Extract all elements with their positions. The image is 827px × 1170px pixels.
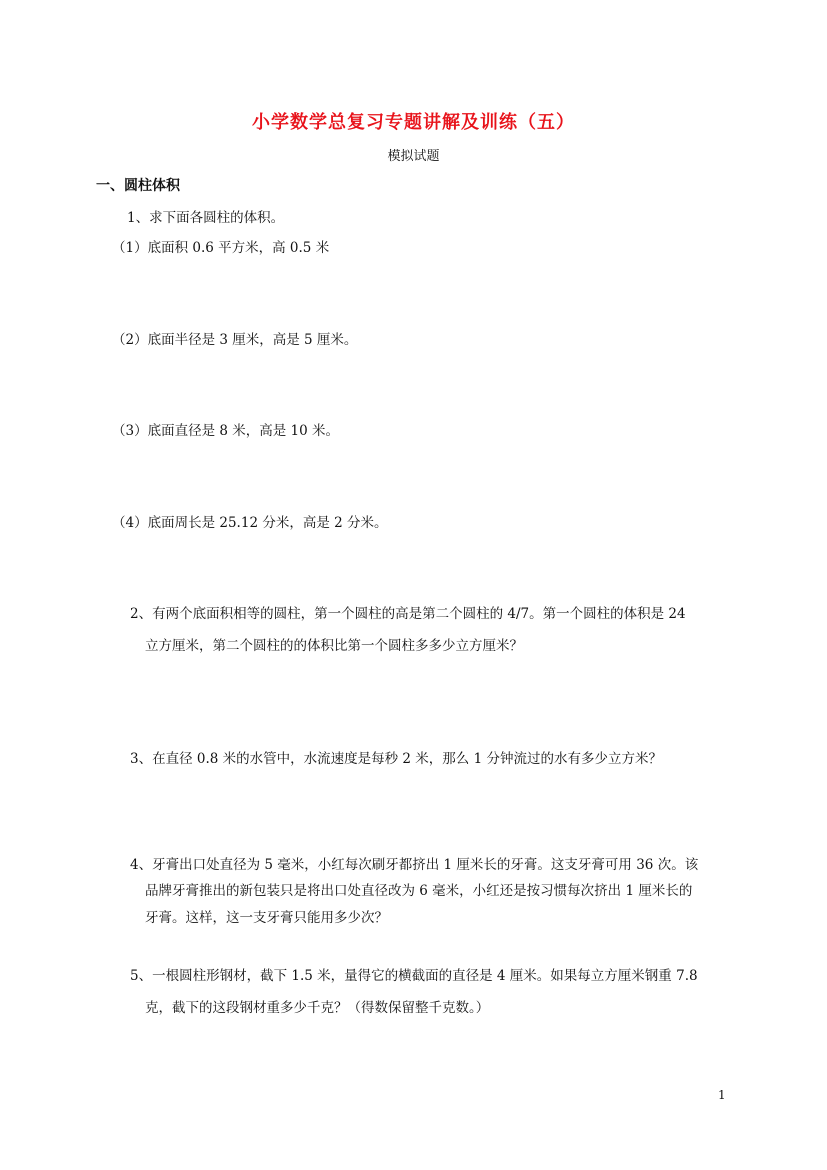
section-heading: 一、圆柱体积	[96, 178, 180, 194]
page-number: 1	[718, 1088, 726, 1102]
question-4-line-3: 牙膏。这样，这一支牙膏只能用多少次？	[145, 910, 388, 926]
document-subtitle: 模拟试题	[387, 149, 440, 164]
question-5-line-2: 克，截下的这段钢材重多少千克？（得数保留整千克数。）	[145, 1000, 490, 1016]
question-1-part-3: （3）底面直径是 8 米，高是 10 米。	[112, 423, 340, 439]
question-4-line-1: 4、牙膏出口处直径为 5 毫米，小红每次刷牙都挤出 1 厘米长的牙膏。这支牙膏可用 36 次。该	[130, 857, 699, 873]
question-4-line-2: 品牌牙膏推出的新包装只是将出口处直径改为 6 毫米，小红还是按习惯每次挤出 1 厘米长的	[145, 883, 693, 899]
document-title: 小学数学总复习专题讲解及训练（五）	[252, 112, 575, 133]
question-1-part-4: （4）底面周长是 25.12 分米，高是 2 分米。	[112, 515, 388, 531]
question-5-line-1: 5、一根圆柱形钢材，截下 1.5 米，量得它的横截面的直径是 4 厘米。如果每立方厘米钢重 7.8	[130, 968, 698, 984]
question-1-prompt: 1、求下面各圆柱的体积。	[127, 210, 285, 226]
question-2-line-2: 立方厘米，第二个圆柱的的体积比第一个圆柱多多少立方厘米？	[145, 638, 523, 654]
question-1-part-2: （2）底面半径是 3 厘米，高是 5 厘米。	[112, 332, 358, 348]
question-2-line-1: 2、有两个底面积相等的圆柱，第一个圆柱的高是第二个圆柱的 4/7。第一个圆柱的体积是 24	[130, 606, 686, 622]
question-1-part-1: （1）底面积 0.6 平方米，高 0.5 米	[112, 240, 330, 256]
question-3-line-1: 3、在直径 0.8 米的水管中，水流速度是每秒 2 米，那么 1 分钟流过的水有多少立方米？	[130, 751, 662, 767]
